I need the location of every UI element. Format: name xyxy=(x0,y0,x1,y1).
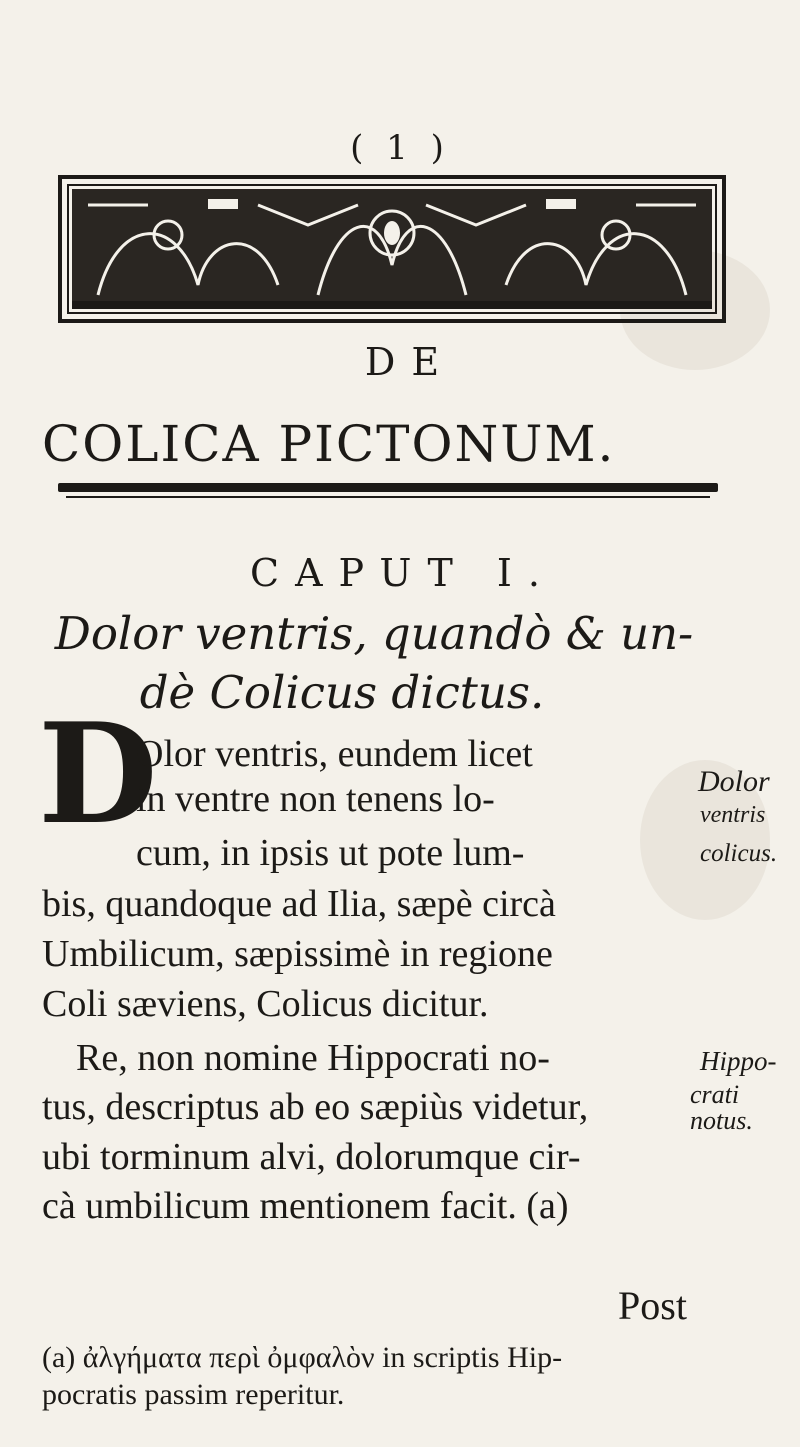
body-line-1: Olor ventris, eundem licet xyxy=(136,733,533,775)
footnote-line-2: pocratis passim reperitur. xyxy=(42,1378,345,1411)
body-line-6: Coli sæviens, Colicus dicitur. xyxy=(42,983,489,1025)
margin-note-2-line-1: Hippo- xyxy=(700,1046,777,1076)
margin-note-2-line-3: notus. xyxy=(690,1106,753,1135)
body-line-5: Umbilicum, sæpissimè in regione xyxy=(42,933,553,975)
main-title: COLICA PICTONUM. xyxy=(42,415,616,473)
chapter-subtitle-line-1: Dolor ventris, quandò & un- xyxy=(54,607,694,660)
body-line-8: tus, descriptus ab eo sæpiùs videtur, xyxy=(42,1086,589,1128)
title-rule-thin xyxy=(66,496,710,498)
chapter-heading: CAPUT I. xyxy=(250,551,556,595)
margin-note-1-line-1: Dolor xyxy=(698,765,770,798)
body-line-3: cum, in ipsis ut pote lum- xyxy=(136,832,525,874)
margin-note-2-line-2: crati xyxy=(690,1080,740,1109)
chapter-subtitle-line-2: dè Colicus dictus. xyxy=(139,666,545,719)
title-rule-thick xyxy=(58,483,718,492)
catchword: Post xyxy=(618,1283,687,1328)
body-line-2: in ventre non tenens lo- xyxy=(136,778,495,820)
heading-de: DE xyxy=(364,340,456,384)
body-line-9: ubi torminum alvi, dolorumque cir- xyxy=(42,1136,581,1178)
footnote-line-1: (a) ἀλγήματα περὶ ὀμφαλὸν in scriptis Hip- xyxy=(42,1341,563,1374)
page-number: ( 1 ) xyxy=(350,128,450,168)
margin-note-1-line-2: ventris xyxy=(700,802,766,828)
drop-cap: D xyxy=(38,692,158,855)
decorative-headpiece-ornament xyxy=(58,175,726,323)
body-line-10: cà umbilicum mentionem facit. (a) xyxy=(42,1185,569,1227)
margin-note-1-line-3: colicus. xyxy=(700,840,778,867)
body-line-7: Re, non nomine Hippocrati no- xyxy=(76,1037,550,1079)
body-line-4: bis, quandoque ad Ilia, sæpè circà xyxy=(42,883,556,925)
